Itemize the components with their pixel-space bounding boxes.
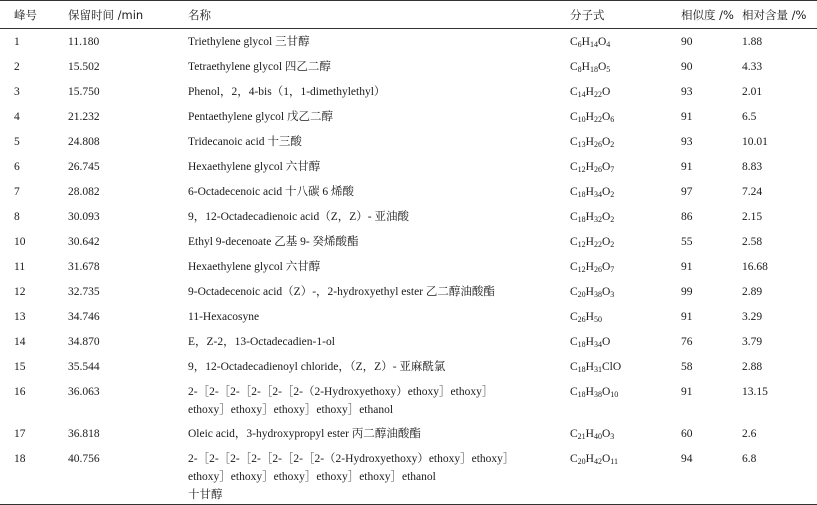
cell-similarity: 86 [681, 211, 693, 223]
cell-peak: 2 [14, 61, 20, 73]
cell-similarity: 58 [681, 361, 693, 373]
name-line: Hexaethylene glycol 六甘醇 [188, 261, 321, 273]
header-formula: 分子式 [556, 1, 667, 29]
table-row [0, 179, 817, 204]
cell-formula: $C_{13}H_{26}O_2$ [570, 136, 615, 149]
cell-retention-time: 21.232 [68, 111, 100, 123]
cell-formula: $C_{18}H_{31}ClO$ [570, 361, 622, 374]
cell-peak: 7 [14, 186, 20, 198]
cell-similarity: 91 [681, 111, 693, 123]
name-line: 2-［2-［2-［2-［2-［2-［2-（2-Hydroxyethoxy）ethoxy］ethoxy］ [188, 453, 515, 465]
cell-formula: $C_{12}H_{26}O_7$ [570, 161, 615, 174]
cell-similarity: 76 [681, 336, 693, 348]
cell-name [174, 29, 556, 55]
cell-name [174, 129, 556, 154]
cell-name [174, 446, 556, 505]
cell-formula: $C_{10}H_{22}O_6$ [570, 111, 615, 124]
cell-similarity: 55 [681, 236, 693, 248]
name-line: Oleic acid，3-hydroxypropyl ester 丙二醇油酸酯 [188, 428, 421, 440]
table-row [0, 29, 817, 55]
cell-relative-content: 2.6 [742, 428, 757, 440]
cell-relative-content: 1.88 [742, 36, 763, 48]
cell-similarity: 94 [667, 446, 728, 505]
cell-peak: 17 [14, 428, 26, 440]
table-row [0, 421, 817, 446]
table-row [0, 154, 817, 179]
cell-relative-content: 6.8 [728, 446, 817, 505]
table-row [0, 79, 817, 104]
cell-peak: 14 [14, 336, 26, 348]
table-row [0, 329, 817, 354]
cell-name [174, 304, 556, 329]
cell-relative-content: 4.33 [742, 61, 763, 73]
name-line: 6-Octadecenoic acid 十八碳 6 烯酸 [188, 186, 355, 198]
name-line: 9，12-Octadecadienoic acid（Z，Z）- 亚油酸 [188, 211, 409, 223]
table-row [0, 54, 817, 79]
table-row [0, 379, 817, 421]
name-line: Triethylene glycol 三甘醇 [188, 36, 310, 48]
cell-name [174, 79, 556, 104]
cell-peak: 5 [14, 136, 20, 148]
table-row [0, 446, 817, 505]
cell-name [174, 254, 556, 279]
cell-retention-time: 24.808 [68, 136, 100, 148]
cell-formula: $C_8H_{18}O_5$ [570, 61, 611, 74]
cell-retention-time: 36.818 [68, 428, 100, 440]
table-row [0, 304, 817, 329]
header-row [0, 1, 817, 29]
cell-formula: $C_{20}H_{42}O_{11}$ [556, 446, 667, 505]
name-line: 9，12-Octadecadienoyl chloride，（Z，Z）- 亚麻酰氯 [188, 361, 446, 373]
cell-peak: 3 [14, 86, 20, 98]
cell-formula: $C_{18}H_{32}O_2$ [570, 211, 615, 224]
table-row [0, 104, 817, 129]
cell-similarity: 99 [681, 286, 693, 298]
cell-retention-time: 32.735 [68, 286, 100, 298]
cell-formula: $C_{12}H_{26}O_7$ [570, 261, 615, 274]
cell-retention-time: 34.870 [68, 336, 100, 348]
cell-name [174, 104, 556, 129]
name-line: ethoxy］ethoxy］ethoxy］ethoxy］ethanol [188, 404, 394, 416]
table-row [0, 204, 817, 229]
name-line: 十甘醇 [188, 489, 223, 501]
table-row [0, 129, 817, 154]
cell-formula: $C_{26}H_{50}$ [570, 311, 602, 324]
cell-name [174, 229, 556, 254]
cell-name [174, 421, 556, 446]
cell-relative-content: 2.01 [742, 86, 763, 98]
table-row [0, 229, 817, 254]
name-line: 2-［2-［2-［2-［2-［2-（2-Hydroxyethoxy）ethoxy］ethoxy］ [188, 386, 494, 398]
cell-name [174, 329, 556, 354]
cell-peak: 1 [14, 36, 20, 48]
cell-peak: 13 [14, 311, 26, 323]
cell-similarity: 91 [681, 386, 693, 398]
cell-peak: 10 [14, 236, 26, 248]
table-body [0, 29, 817, 505]
cell-name [174, 379, 556, 421]
name-line: Tetraethylene glycol 四乙二醇 [188, 61, 331, 73]
cell-formula: $C_{18}H_{38}O_{10}$ [570, 386, 619, 399]
cell-formula: $C_6H_{14}O_4$ [570, 36, 611, 49]
cell-similarity: 93 [681, 86, 693, 98]
name-line: Tridecanoic acid 十三酸 [188, 136, 302, 148]
cell-name [174, 154, 556, 179]
header-relative-content: 相对含量 /% [728, 1, 817, 29]
cell-retention-time: 31.678 [68, 261, 100, 273]
cell-formula: $C_{14}H_{22}O$ [570, 86, 611, 99]
table-row [0, 254, 817, 279]
cell-relative-content: 8.83 [742, 161, 763, 173]
name-line: Pentaethylene glycol 戊乙二醇 [188, 111, 333, 123]
cell-formula: $C_{12}H_{22}O_2$ [570, 236, 615, 249]
cell-retention-time: 26.745 [68, 161, 100, 173]
cell-retention-time: 15.502 [68, 61, 100, 73]
cell-similarity: 60 [681, 428, 693, 440]
name-line: Phenol，2，4-bis（1，1-dimethylethyl） [188, 86, 386, 98]
cell-similarity: 90 [681, 36, 693, 48]
cell-similarity: 91 [681, 311, 693, 323]
table-row [0, 354, 817, 379]
cell-relative-content: 6.5 [742, 111, 757, 123]
cell-retention-time: 34.746 [68, 311, 100, 323]
cell-peak: 12 [14, 286, 26, 298]
cell-name [174, 179, 556, 204]
cell-peak: 4 [14, 111, 20, 123]
cell-formula: $C_{18}H_{34}O$ [570, 336, 611, 349]
cell-relative-content: 2.58 [742, 236, 763, 248]
cell-relative-content: 2.88 [742, 361, 763, 373]
cell-peak: 8 [14, 211, 20, 223]
cell-relative-content: 16.68 [742, 261, 768, 273]
cell-name [174, 354, 556, 379]
cell-relative-content: 10.01 [742, 136, 768, 148]
cell-relative-content: 3.79 [742, 336, 763, 348]
cell-retention-time: 35.544 [68, 361, 100, 373]
table-row [0, 279, 817, 304]
cell-formula: $C_{20}H_{38}O_3$ [570, 286, 615, 299]
name-line: E，Z-2，13-Octadecadien-1-ol [188, 336, 335, 348]
name-line: 11-Hexacosyne [188, 311, 260, 323]
cell-retention-time: 36.063 [68, 386, 100, 398]
cell-retention-time: 28.082 [68, 186, 100, 198]
cell-similarity: 91 [681, 161, 693, 173]
cell-retention-time: 15.750 [68, 86, 100, 98]
cell-relative-content: 2.89 [742, 286, 763, 298]
cell-similarity: 93 [681, 136, 693, 148]
cell-retention-time: 40.756 [54, 446, 174, 505]
name-line: Ethyl 9-decenoate 乙基 9- 癸烯酸酯 [188, 236, 359, 248]
cell-similarity: 90 [681, 61, 693, 73]
cell-peak: 18 [0, 446, 54, 505]
cell-name [174, 279, 556, 304]
cell-relative-content: 3.29 [742, 311, 763, 323]
cell-relative-content: 7.24 [742, 186, 763, 198]
cell-formula: $C_{18}H_{34}O_2$ [570, 186, 615, 199]
cell-similarity: 97 [681, 186, 693, 198]
cell-similarity: 91 [681, 261, 693, 273]
cell-retention-time: 11.180 [68, 36, 100, 48]
cell-retention-time: 30.093 [68, 211, 100, 223]
header-retention-time: 保留时间 /min [54, 1, 174, 29]
header-similarity: 相似度 /% [667, 1, 728, 29]
cell-peak: 15 [14, 361, 26, 373]
cell-name [174, 54, 556, 79]
cell-formula: $C_{21}H_{40}O_3$ [570, 428, 615, 441]
cell-name [174, 204, 556, 229]
cell-relative-content: 2.15 [742, 211, 763, 223]
name-line: ethoxy］ethoxy］ethoxy］ethoxy］ethoxy］ethanol [188, 471, 436, 483]
cell-peak: 11 [14, 261, 26, 273]
cell-retention-time: 30.642 [68, 236, 100, 248]
header-peak: 峰号 [0, 1, 54, 29]
cell-peak: 6 [14, 161, 20, 173]
name-line: 9-Octadecenoic acid（Z）-，2-hydroxyethyl ester 乙二醇油酸酯 [188, 286, 495, 298]
name-line: Hexaethylene glycol 六甘醇 [188, 161, 321, 173]
header-name: 名称 [174, 1, 556, 29]
cell-peak: 16 [14, 386, 26, 398]
cell-relative-content: 13.15 [742, 386, 768, 398]
